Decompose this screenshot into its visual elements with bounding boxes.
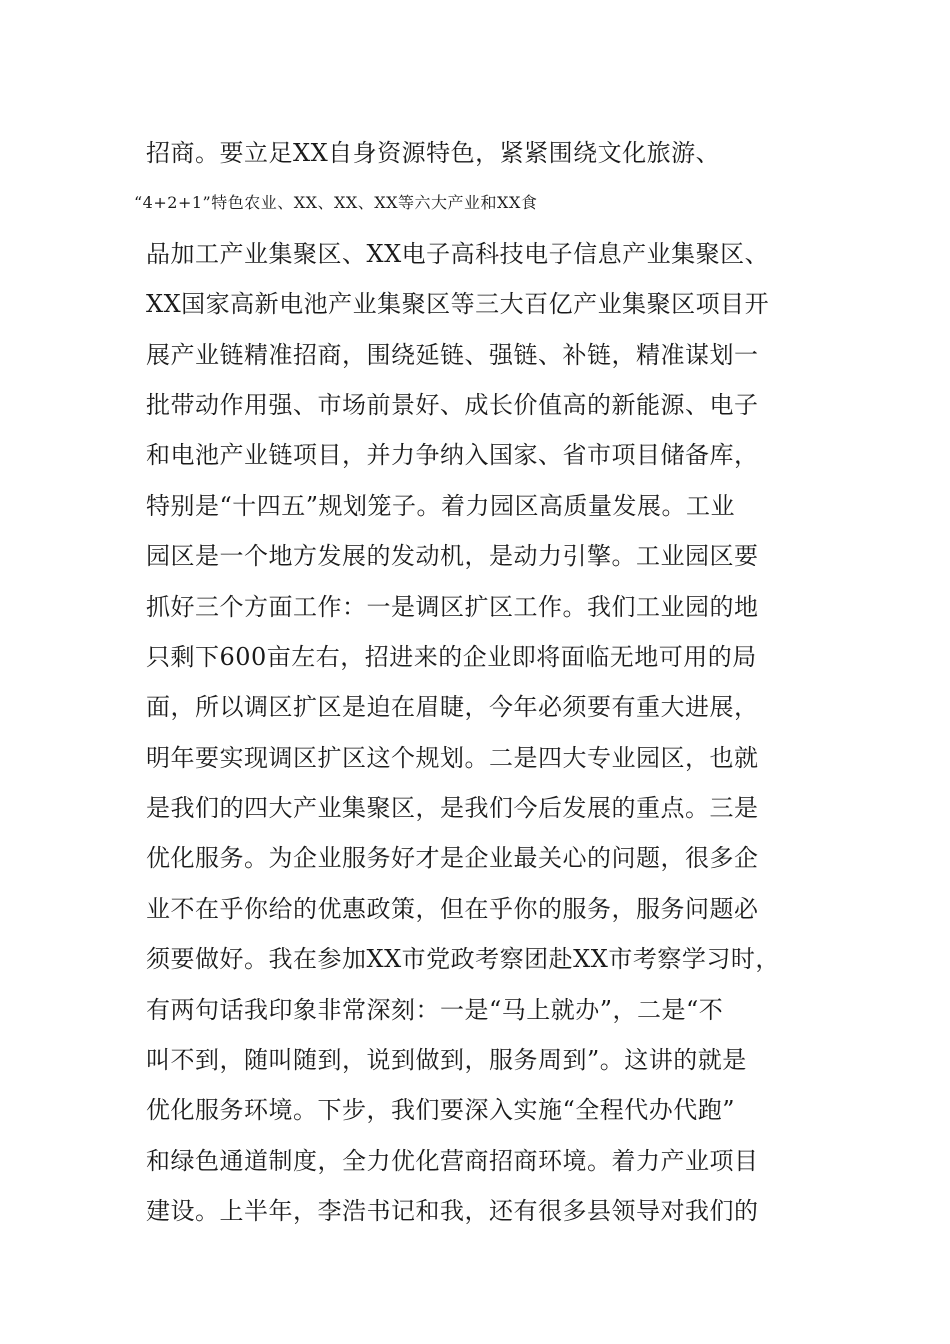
text-line-18: 有两句话我印象非常深刻：一是“马上就办”，二是“不 [146, 995, 724, 1024]
text-line-3: 品加工产业集聚区、XX电子高科技电子信息产业集聚区、 [146, 239, 770, 268]
text-line-12: 面，所以调区扩区是迫在眉睫，今年必须要有重大进展， [146, 693, 759, 722]
text-line-1: 招商。要立足XX自身资源特色，紧紧围绕文化旅游、 [146, 139, 721, 167]
text-line-17: 须要做好。我在参加XX市党政考察团赴XX市考察学习时， [146, 945, 780, 974]
text-line-16: 业不在乎你给的优惠政策，但在乎你的服务，服务问题必 [146, 894, 759, 923]
text-line-19: 叫不到，随叫随到，说到做到，服务周到”。这讲的就是 [146, 1046, 747, 1075]
text-line-21: 和绿色通道制度，全力优化营商招商环境。着力产业项目 [146, 1146, 759, 1175]
text-line-13: 明年要实现调区扩区这个规划。二是四大专业园区，也就 [146, 743, 759, 772]
text-line-22: 建设。上半年，李浩书记和我，还有很多县领导对我们的 [146, 1197, 759, 1226]
text-line-4: XX国家高新电池产业集聚区等三大百亿产业集聚区项目开 [146, 290, 770, 319]
text-line-7: 和电池产业链项目，并力争纳入国家、省市项目储备库， [146, 441, 759, 470]
document-body-text [134, 128, 836, 1237]
text-line-20: 优化服务环境。下步，我们要深入实施“全程代办代跑” [146, 1096, 736, 1125]
text-line-11: 只剩下600亩左右，招进来的企业即将面临无地可用的局 [146, 642, 757, 671]
text-line-15: 优化服务。为企业服务好才是企业最关心的问题，很多企 [146, 844, 759, 873]
text-line-9: 园区是一个地方发展的发动机，是动力引擎。工业园区要 [146, 542, 759, 571]
text-line-2: “4+2+1”特色农业、XX、XX、XX等六大产业和XX食 [134, 193, 538, 213]
text-line-14: 是我们的四大产业集聚区，是我们今后发展的重点。三是 [146, 794, 759, 823]
text-line-10: 抓好三个方面工作：一是调区扩区工作。我们工业园的地 [146, 592, 759, 621]
text-line-8: 特别是“十四五”规划笼子。着力园区高质量发展。工业 [146, 491, 736, 520]
text-line-5: 展产业链精准招商，围绕延链、强链、补链，精准谋划一 [146, 340, 759, 369]
text-line-6: 批带动作用强、市场前景好、成长价值高的新能源、电子 [146, 390, 759, 419]
